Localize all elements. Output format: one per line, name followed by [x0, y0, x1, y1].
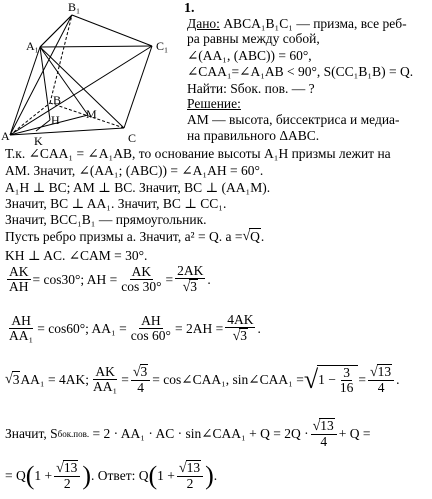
- eq1-frac3: $\frac{2AK}{√3}$: [177, 263, 204, 295]
- prism-figure: [0, 0, 182, 158]
- body-line-6: Пусть ребро призмы a. Значит, a² = Q. a = √ Q .: [5, 228, 265, 244]
- label-C: C: [128, 131, 137, 145]
- label-C1: C₁: [156, 39, 169, 53]
- label-B1: B₁: [68, 0, 81, 14]
- label-M: M: [86, 107, 97, 121]
- eq-row-2: $\frac{AH}{\text{AA₁}}$ = cos60°; AA₁ = $\frac{AH}{\cos 60^\circ}$ = 2AH = $\frac{4AK}{√3}$ .: [9, 312, 261, 344]
- eq3-frac4: $\frac{√13}{4}$: [368, 364, 394, 395]
- solution-intro-1: на правильного ΔABC.: [187, 128, 320, 143]
- eq2-frac3: $\frac{4AK}{√3}$: [227, 312, 254, 344]
- body-line-6a: Пусть ребро призмы a. Значит, a² = Q. a =: [5, 228, 243, 244]
- body-line-1: Т.к. ∠CAA₁ = ∠A₁AB, то основание высоты A₁H призмы лежит на: [5, 146, 391, 161]
- body-line-6b: Q: [250, 229, 260, 244]
- body-line-6c: .: [260, 228, 265, 244]
- eq2-frac2: $\frac{AH}{\cos 60^\circ}$: [130, 313, 171, 343]
- eq4-frac: $\frac{√13}{4}$: [311, 418, 337, 449]
- given-line-4: Найти: Sбок. пов. — ?: [187, 81, 315, 96]
- given-label: Дано:: [187, 16, 220, 31]
- body-line-2: AM. Значит, ∠(AA₁; (ABC)) = ∠A₁AH = 60°.: [5, 163, 264, 178]
- eq-row-5: = Q ( 1 + $\frac{√13}{2}$ ) . Ответ: Q ( 1 + $\frac{√13}{2}$ ) .: [5, 460, 218, 491]
- given-line-1: ра равны между собой,: [187, 31, 320, 46]
- solution-label: Решение:: [187, 96, 241, 111]
- eq3-frac1: $\frac{AK}{\text{AA₁}}$: [93, 364, 118, 394]
- eq-row-3: √ 3 AA₁ = 4AK; $\frac{AK}{\text{AA₁}}$ = $\frac{√3}{4}$ = cos∠CAA₁, sin∠CAA₁ = √ 1 − $\frac{3}{16}$ = $\frac{√13}{4}$ .: [5, 364, 400, 395]
- eq-row-4: Значит, S бок.пов. = 2 · AA₁ · AC · sin∠CAA₁ + Q = 2Q · $\frac{√13}{4}$ + Q =: [5, 418, 371, 449]
- given-line-3: ∠CAA₁=∠A₁AB < 90°, S(CC₁B₁B) = Q.: [187, 64, 414, 79]
- given-line-0: [187, 16, 407, 31]
- body-line-5: Значит, BCC₁B₁ — прямоугольник.: [5, 212, 207, 227]
- given-line-2: ∠(AA₁, (ABC)) = 60°,: [187, 48, 312, 63]
- label-A: A: [1, 129, 10, 143]
- label-H: H: [51, 113, 60, 127]
- given-text-0: ABCA₁B₁C₁ — призма, все реб-: [223, 16, 407, 31]
- eq2-frac1: $\frac{AH}{\text{AA₁}}$: [9, 313, 34, 343]
- label-A1: A₁: [26, 39, 39, 53]
- body-line-3: A₁H ⊥ BC; AM ⊥ BC. Значит, BC ⊥ (AA₁M).: [5, 180, 271, 195]
- eq1-frac1: $\frac{AK}{AH}$: [9, 264, 29, 294]
- eq-row-1: $\frac{AK}{AH}$ = cos30°; AH = $\frac{AK}{\cos 30^\circ}$ = $\frac{2AK}{√3}$ .: [9, 263, 211, 295]
- body-line-7: KH ⊥ AC. ∠CAM = 30°.: [5, 248, 148, 263]
- problem-number: 1.: [184, 1, 195, 16]
- solution-intro-0: AM — высота, биссектриса и медиа-: [187, 112, 400, 127]
- label-B: B: [53, 93, 62, 107]
- label-K: K: [34, 134, 43, 148]
- eq1-frac2: $\frac{AK}{\cos 30^\circ}$: [121, 264, 162, 294]
- body-line-4: Значит, BC ⊥ AA₁. Значит, BC ⊥ CC₁.: [5, 196, 227, 211]
- eq3-frac2: $\frac{√3}{4}$: [131, 364, 150, 395]
